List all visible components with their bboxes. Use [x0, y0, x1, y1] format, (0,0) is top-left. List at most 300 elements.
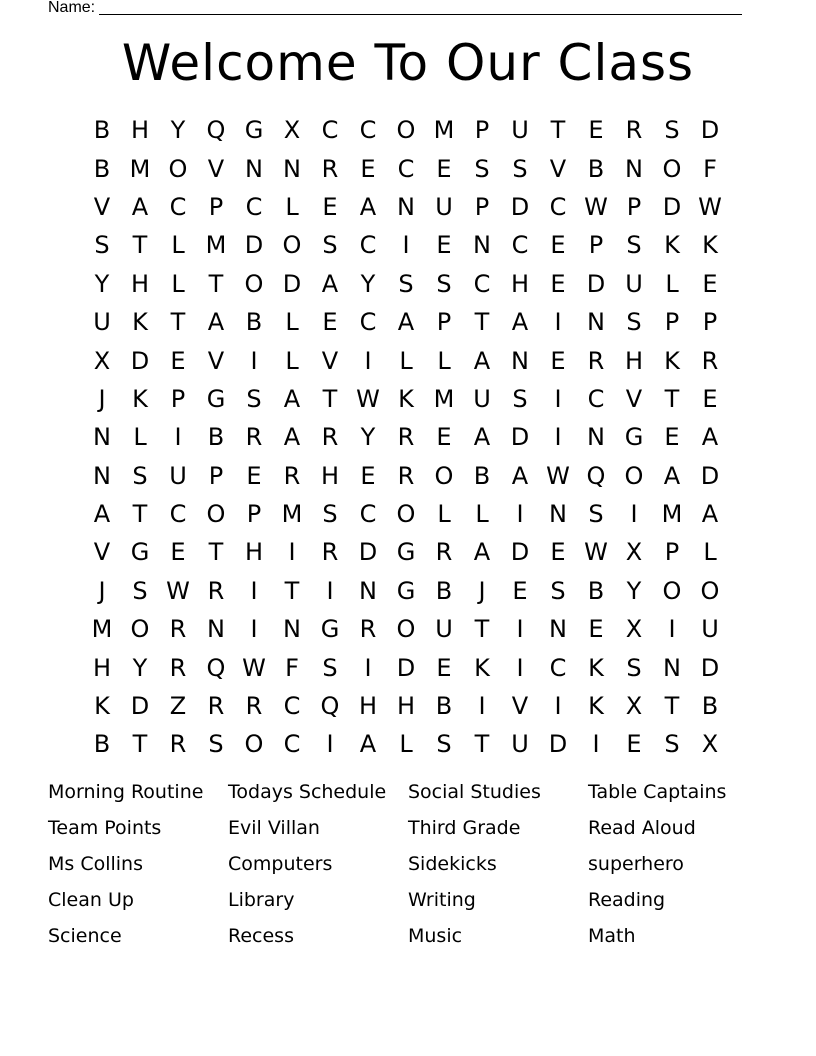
- grid-letter: N: [93, 423, 111, 452]
- grid-letter: B: [93, 116, 111, 145]
- word-list-item: Science: [48, 925, 122, 947]
- grid-letter: S: [94, 231, 110, 260]
- grid-letter: L: [399, 730, 413, 759]
- grid-letter: O: [396, 500, 416, 529]
- grid-letter: G: [396, 576, 416, 605]
- grid-letter: N: [207, 615, 225, 644]
- grid-letter: U: [435, 192, 453, 221]
- word-list-item: Third Grade: [408, 817, 521, 839]
- grid-letter: N: [587, 423, 605, 452]
- word-list-item: Table Captains: [588, 781, 727, 803]
- grid-letter: E: [512, 576, 528, 605]
- word-list: [48, 776, 768, 956]
- grid-letter: O: [282, 231, 302, 260]
- grid-letter: L: [437, 346, 451, 375]
- grid-letter: B: [435, 692, 453, 721]
- grid-letter: W: [356, 384, 380, 413]
- grid-letter: I: [554, 384, 562, 413]
- grid-letter: I: [364, 653, 372, 682]
- word-list-item: Read Aloud: [588, 817, 696, 839]
- grid-letter: S: [322, 653, 338, 682]
- grid-letter: A: [131, 192, 149, 221]
- grid-letter: D: [358, 538, 378, 567]
- grid-letter: Q: [206, 653, 226, 682]
- grid-letter: K: [94, 692, 110, 721]
- grid-letter: A: [663, 461, 681, 490]
- grid-row: [83, 725, 729, 763]
- grid-letter: I: [174, 423, 182, 452]
- grid-letter: A: [283, 384, 301, 413]
- grid-letter: E: [360, 461, 376, 490]
- word-list-item: Evil Villan: [228, 817, 320, 839]
- word-list-item: Writing: [408, 889, 476, 911]
- grid-row: [83, 265, 729, 303]
- grid-letter: L: [285, 346, 299, 375]
- grid-letter: A: [473, 346, 491, 375]
- grid-letter: T: [132, 730, 148, 759]
- grid-row: [83, 341, 729, 379]
- grid-letter: Y: [360, 269, 376, 298]
- grid-letter: C: [473, 269, 491, 298]
- grid-letter: E: [436, 231, 452, 260]
- grid-letter: V: [93, 192, 111, 221]
- grid-row: [83, 303, 729, 341]
- grid-letter: W: [242, 653, 266, 682]
- grid-letter: E: [664, 423, 680, 452]
- grid-letter: T: [170, 308, 186, 337]
- grid-letter: N: [473, 231, 491, 260]
- grid-letter: C: [321, 116, 339, 145]
- grid-letter: I: [326, 576, 334, 605]
- grid-letter: S: [474, 154, 490, 183]
- grid-letter: K: [588, 653, 604, 682]
- word-list-item: Todays Schedule: [228, 781, 387, 803]
- grid-letter: P: [588, 231, 604, 260]
- grid-letter: S: [398, 269, 414, 298]
- grid-letter: E: [322, 308, 338, 337]
- grid-letter: U: [473, 384, 491, 413]
- grid-letter: P: [664, 308, 680, 337]
- grid-letter: A: [93, 500, 111, 529]
- grid-letter: D: [510, 538, 530, 567]
- grid-letter: D: [510, 192, 530, 221]
- grid-letter: H: [244, 538, 264, 567]
- grid-letter: E: [170, 346, 186, 375]
- grid-letter: C: [359, 231, 377, 260]
- grid-letter: G: [244, 116, 264, 145]
- grid-letter: S: [132, 576, 148, 605]
- grid-letter: H: [624, 346, 644, 375]
- grid-letter: T: [474, 308, 490, 337]
- grid-letter: S: [132, 461, 148, 490]
- grid-letter: U: [93, 308, 111, 337]
- grid-letter: N: [283, 615, 301, 644]
- grid-letter: G: [206, 384, 226, 413]
- grid-row: [83, 380, 729, 418]
- word-list-item: Morning Routine: [48, 781, 204, 803]
- grid-letter: P: [702, 308, 718, 337]
- grid-letter: R: [321, 423, 339, 452]
- grid-letter: N: [549, 500, 567, 529]
- grid-letter: X: [625, 615, 643, 644]
- grid-letter: L: [399, 346, 413, 375]
- grid-letter: N: [245, 154, 263, 183]
- grid-letter: P: [170, 384, 186, 413]
- grid-letter: L: [285, 192, 299, 221]
- grid-letter: K: [664, 231, 680, 260]
- grid-letter: N: [397, 192, 415, 221]
- grid-row: [83, 572, 729, 610]
- grid-letter: P: [208, 461, 224, 490]
- word-list-item: Team Points: [48, 817, 162, 839]
- grid-letter: S: [322, 500, 338, 529]
- word-list-item: Recess: [228, 925, 294, 947]
- grid-letter: M: [433, 116, 455, 145]
- grid-letter: H: [320, 461, 340, 490]
- word-list-item: Sidekicks: [408, 853, 497, 875]
- grid-letter: N: [283, 154, 301, 183]
- grid-letter: F: [703, 154, 717, 183]
- grid-letter: H: [130, 116, 150, 145]
- grid-letter: D: [396, 653, 416, 682]
- grid-letter: U: [435, 615, 453, 644]
- grid-letter: I: [516, 615, 524, 644]
- grid-letter: D: [130, 346, 150, 375]
- grid-letter: T: [284, 576, 300, 605]
- grid-letter: D: [700, 461, 720, 490]
- grid-letter: S: [208, 730, 224, 759]
- grid-letter: Q: [320, 692, 340, 721]
- grid-letter: R: [207, 576, 225, 605]
- grid-letter: C: [549, 653, 567, 682]
- grid-letter: B: [435, 576, 453, 605]
- grid-letter: C: [283, 730, 301, 759]
- grid-letter: M: [433, 384, 455, 413]
- grid-letter: R: [435, 538, 453, 567]
- grid-letter: X: [701, 730, 719, 759]
- grid-row: [83, 111, 729, 149]
- grid-letter: N: [549, 615, 567, 644]
- grid-letter: I: [250, 576, 258, 605]
- grid-letter: R: [359, 615, 377, 644]
- grid-letter: D: [510, 423, 530, 452]
- grid-letter: Q: [586, 461, 606, 490]
- grid-letter: H: [358, 692, 378, 721]
- grid-letter: Y: [626, 576, 642, 605]
- grid-letter: N: [587, 308, 605, 337]
- grid-letter: E: [322, 192, 338, 221]
- grid-row: [83, 188, 729, 226]
- grid-letter: P: [664, 538, 680, 567]
- name-underline: [99, 14, 742, 15]
- grid-letter: I: [554, 308, 562, 337]
- grid-letter: C: [397, 154, 415, 183]
- word-list-item: Math: [588, 925, 636, 947]
- grid-letter: R: [397, 423, 415, 452]
- grid-letter: J: [98, 576, 106, 605]
- grid-row: [83, 648, 729, 686]
- grid-row: [83, 610, 729, 648]
- grid-letter: G: [320, 615, 340, 644]
- grid-letter: C: [511, 231, 529, 260]
- grid-letter: I: [288, 538, 296, 567]
- grid-letter: D: [130, 692, 150, 721]
- grid-letter: N: [625, 154, 643, 183]
- grid-letter: S: [626, 308, 642, 337]
- grid-letter: V: [207, 346, 225, 375]
- grid-letter: A: [283, 423, 301, 452]
- grid-letter: I: [478, 692, 486, 721]
- grid-letter: H: [130, 269, 150, 298]
- grid-letter: J: [98, 384, 106, 413]
- grid-letter: L: [703, 538, 717, 567]
- grid-letter: L: [285, 308, 299, 337]
- grid-letter: U: [625, 269, 643, 298]
- grid-letter: T: [664, 384, 680, 413]
- grid-letter: S: [588, 500, 604, 529]
- grid-letter: R: [625, 116, 643, 145]
- grid-row: [83, 226, 729, 264]
- grid-letter: D: [586, 269, 606, 298]
- grid-letter: E: [550, 231, 566, 260]
- grid-letter: O: [396, 615, 416, 644]
- grid-letter: E: [170, 538, 186, 567]
- grid-letter: Y: [132, 653, 148, 682]
- grid-letter: K: [474, 653, 490, 682]
- grid-letter: S: [626, 231, 642, 260]
- grid-letter: O: [700, 576, 720, 605]
- grid-letter: R: [245, 423, 263, 452]
- grid-letter: W: [698, 192, 722, 221]
- grid-letter: O: [130, 615, 150, 644]
- grid-letter: H: [510, 269, 530, 298]
- grid-letter: T: [208, 538, 224, 567]
- name-label: Name:: [48, 0, 96, 16]
- grid-letter: Y: [94, 269, 110, 298]
- grid-letter: S: [626, 653, 642, 682]
- grid-letter: E: [436, 423, 452, 452]
- grid-letter: R: [169, 615, 187, 644]
- grid-letter: N: [359, 576, 377, 605]
- grid-letter: A: [207, 308, 225, 337]
- grid-letter: P: [474, 192, 490, 221]
- grid-letter: L: [665, 269, 679, 298]
- grid-letter: S: [664, 116, 680, 145]
- grid-letter: B: [701, 692, 719, 721]
- grid-letter: O: [662, 154, 682, 183]
- grid-letter: V: [625, 384, 643, 413]
- grid-letter: P: [474, 116, 490, 145]
- grid-letter: V: [511, 692, 529, 721]
- grid-letter: V: [93, 538, 111, 567]
- grid-letter: K: [664, 346, 680, 375]
- grid-letter: T: [474, 730, 490, 759]
- grid-letter: I: [554, 423, 562, 452]
- grid-letter: C: [359, 500, 377, 529]
- grid-letter: O: [244, 730, 264, 759]
- grid-letter: C: [283, 692, 301, 721]
- grid-letter: A: [397, 308, 415, 337]
- grid-letter: C: [359, 308, 377, 337]
- grid-letter: O: [624, 461, 644, 490]
- grid-letter: Y: [360, 423, 376, 452]
- grid-letter: I: [668, 615, 676, 644]
- grid-letter: O: [206, 500, 226, 529]
- grid-letter: M: [205, 231, 227, 260]
- grid-letter: E: [360, 154, 376, 183]
- grid-letter: D: [700, 653, 720, 682]
- grid-letter: B: [93, 730, 111, 759]
- grid-letter: A: [701, 423, 719, 452]
- grid-letter: U: [701, 615, 719, 644]
- grid-letter: T: [322, 384, 338, 413]
- grid-letter: B: [93, 154, 111, 183]
- word-list-item: superhero: [588, 853, 684, 875]
- grid-letter: P: [246, 500, 262, 529]
- grid-letter: B: [245, 308, 263, 337]
- grid-letter: C: [169, 500, 187, 529]
- grid-row: [83, 687, 729, 725]
- grid-letter: F: [285, 653, 299, 682]
- name-field: [48, 0, 742, 18]
- grid-letter: E: [702, 269, 718, 298]
- grid-letter: L: [475, 500, 489, 529]
- grid-row: [83, 149, 729, 187]
- grid-letter: K: [132, 308, 148, 337]
- grid-letter: B: [207, 423, 225, 452]
- grid-letter: D: [244, 231, 264, 260]
- grid-letter: G: [624, 423, 644, 452]
- grid-letter: I: [402, 231, 410, 260]
- grid-letter: R: [321, 154, 339, 183]
- grid-letter: M: [281, 500, 303, 529]
- grid-letter: U: [169, 461, 187, 490]
- grid-letter: B: [587, 154, 605, 183]
- grid-letter: H: [396, 692, 416, 721]
- grid-letter: T: [550, 116, 566, 145]
- grid-letter: V: [549, 154, 567, 183]
- grid-letter: K: [132, 384, 148, 413]
- grid-letter: L: [171, 231, 185, 260]
- grid-letter: C: [169, 192, 187, 221]
- word-list-item: Clean Up: [48, 889, 134, 911]
- word-list-item: Computers: [228, 853, 333, 875]
- grid-letter: C: [549, 192, 567, 221]
- grid-letter: R: [283, 461, 301, 490]
- grid-letter: A: [511, 461, 529, 490]
- grid-letter: P: [208, 192, 224, 221]
- grid-letter: V: [321, 346, 339, 375]
- grid-letter: A: [359, 192, 377, 221]
- grid-letter: E: [626, 730, 642, 759]
- grid-letter: H: [92, 653, 112, 682]
- grid-letter: G: [130, 538, 150, 567]
- grid-letter: S: [512, 384, 528, 413]
- grid-letter: W: [546, 461, 570, 490]
- grid-row: [83, 418, 729, 456]
- grid-letter: T: [208, 269, 224, 298]
- grid-letter: K: [702, 231, 718, 260]
- grid-letter: T: [664, 692, 680, 721]
- grid-letter: T: [474, 615, 490, 644]
- grid-letter: E: [588, 116, 604, 145]
- grid-letter: R: [321, 538, 339, 567]
- grid-letter: I: [326, 730, 334, 759]
- grid-letter: C: [587, 384, 605, 413]
- grid-letter: I: [364, 346, 372, 375]
- grid-letter: U: [511, 730, 529, 759]
- grid-letter: U: [511, 116, 529, 145]
- word-list-item: Social Studies: [408, 781, 541, 803]
- grid-letter: N: [663, 653, 681, 682]
- grid-letter: R: [169, 730, 187, 759]
- grid-letter: Q: [206, 116, 226, 145]
- grid-letter: D: [662, 192, 682, 221]
- grid-letter: A: [473, 538, 491, 567]
- grid-letter: K: [398, 384, 414, 413]
- grid-row: [83, 533, 729, 571]
- grid-letter: P: [436, 308, 452, 337]
- grid-letter: E: [436, 653, 452, 682]
- grid-letter: A: [321, 269, 339, 298]
- grid-letter: X: [625, 538, 643, 567]
- grid-letter: S: [322, 231, 338, 260]
- grid-letter: C: [359, 116, 377, 145]
- grid-letter: Z: [169, 692, 187, 721]
- grid-letter: X: [93, 346, 111, 375]
- word-list-item: Music: [408, 925, 463, 947]
- grid-letter: X: [283, 116, 301, 145]
- grid-letter: E: [550, 538, 566, 567]
- grid-letter: B: [473, 461, 491, 490]
- grid-letter: Y: [170, 116, 186, 145]
- grid-letter: I: [250, 346, 258, 375]
- grid-letter: W: [584, 192, 608, 221]
- grid-row: [83, 495, 729, 533]
- grid-letter: A: [511, 308, 529, 337]
- grid-letter: S: [664, 730, 680, 759]
- grid-letter: W: [584, 538, 608, 567]
- grid-letter: E: [550, 269, 566, 298]
- grid-letter: E: [246, 461, 262, 490]
- grid-letter: O: [434, 461, 454, 490]
- grid-letter: L: [171, 269, 185, 298]
- grid-letter: O: [662, 576, 682, 605]
- grid-letter: R: [587, 346, 605, 375]
- grid-letter: T: [132, 500, 148, 529]
- grid-letter: A: [359, 730, 377, 759]
- grid-letter: R: [701, 346, 719, 375]
- grid-letter: X: [625, 692, 643, 721]
- grid-letter: I: [516, 500, 524, 529]
- page-title: Welcome To Our Class: [121, 34, 695, 92]
- grid-letter: O: [244, 269, 264, 298]
- grid-letter: I: [250, 615, 258, 644]
- grid-letter: K: [588, 692, 604, 721]
- grid-letter: B: [587, 576, 605, 605]
- word-list-item: Library: [228, 889, 295, 911]
- grid-letter: C: [245, 192, 263, 221]
- grid-letter: P: [626, 192, 642, 221]
- grid-letter: G: [396, 538, 416, 567]
- grid-letter: R: [207, 692, 225, 721]
- grid-letter: S: [436, 269, 452, 298]
- grid-letter: D: [282, 269, 302, 298]
- grid-letter: A: [701, 500, 719, 529]
- grid-letter: S: [436, 730, 452, 759]
- grid-letter: V: [207, 154, 225, 183]
- grid-letter: W: [166, 576, 190, 605]
